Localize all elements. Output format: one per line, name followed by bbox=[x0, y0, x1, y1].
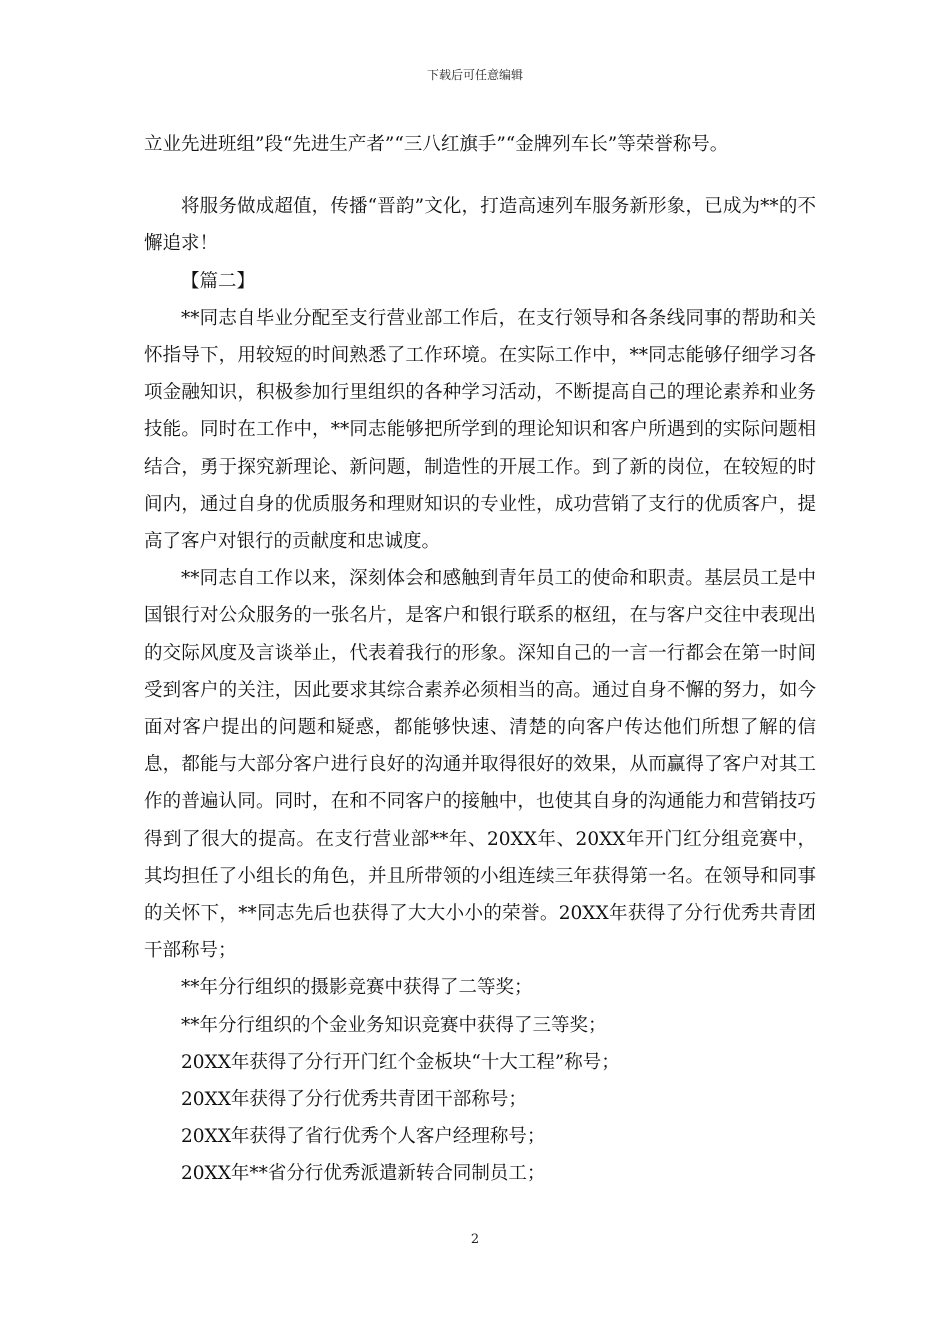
document-body bbox=[144, 126, 816, 1193]
page-number: 2 bbox=[470, 1232, 480, 1247]
paragraph-3: **同志自毕业分配至支行营业部工作后，在支行领导和各条线同事的帮助和关怀指导下，用较短的时间熟悉了工作环境。在实际工作中，**同志能够仔细学习各项金融知识，积极参加行里组织的各种学习活动，不断提高自己的理论素养和业务技能。同时在工作中，**同志能够把所学到的理论知识和客户所遇到的实际问题相结合，勇于探究新理论、新问题，制造性的开展工作。到了新的岗位，在较短的时间内，通过自身的优质服务和理财知识的专业性，成功营销了支行的优质客户，提高了客户对银行的贡献度和忠诚度。 bbox=[144, 307, 816, 553]
award-item: 20XX年获得了分行开门红个金板块“十大工程”称号； bbox=[181, 1051, 620, 1073]
paragraph-2: 将服务做成超值，传播“晋韵”文化，打造高速列车服务新形象，已成为**的不懈追求！ bbox=[144, 196, 816, 255]
page-header: 下载后可任意编辑 bbox=[426, 68, 523, 82]
paragraph-1: 立业先进班组”段“先进生产者”“三八红旗手”“金牌列车长”等荣誉称号。 bbox=[144, 134, 729, 155]
section-heading: 【篇二】 bbox=[181, 270, 256, 292]
award-item: **年分行组织的摄影竞赛中获得了二等奖； bbox=[181, 977, 533, 999]
award-item: 20XX年获得了省行优秀个人客户经理称号； bbox=[181, 1126, 546, 1148]
award-item: **年分行组织的个金业务知识竞赛中获得了三等奖； bbox=[181, 1014, 607, 1036]
paragraph-4: **同志自工作以来，深刻体会和感触到青年员工的使命和职责。基层员工是中国银行对公众服务的一张名片，是客户和银行联系的枢纽，在与客户交往中表现出的交际风度及言谈举止，代表着我行的形象。深知自己的一言一行都会在第一时间受到客户的关注，因此要求其综合素养必须相当的高。通过自身不懈的努力，如今面对客户提出的问题和疑惑，都能够快速、清楚的向客户传达他们所想了解的信息，都能与大部分客户进行良好的沟通并取得很好的效果，从而赢得了客户对其工作的普遍认同。同时，在和不同客户的接触中，也使其自身的沟通能力和营销技巧得到了很大的提高。在支行营业部**年、20XX年、20XX年开门红分组竞赛中，其均担任了小组长的角色，并且所带领的小组连续三年获得第一名。在领导和同事的关怀下，**同志先后也获得了大大小小的荣誉。20XX年获得了分行优秀共青团干部称号； bbox=[144, 568, 816, 962]
award-item: 20XX年获得了分行优秀共青团干部称号； bbox=[181, 1089, 527, 1111]
award-item: 20XX年**省分行优秀派遣新转合同制员工； bbox=[181, 1163, 546, 1185]
